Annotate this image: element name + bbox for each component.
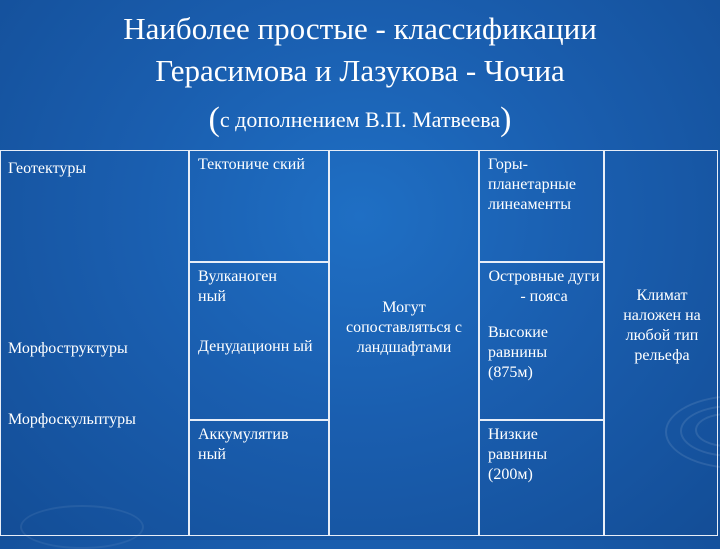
cell-volcanic-text: Вулканоген ный bbox=[198, 268, 277, 305]
cell-tectonic-text: Тектониче ский bbox=[198, 156, 305, 173]
cell-morphostructures: Морфоструктуры bbox=[8, 340, 128, 357]
table-cell-tectonic bbox=[189, 150, 329, 262]
cell-morphosculptures: Морфоскульптуры bbox=[8, 411, 136, 428]
table-cell-accumulative bbox=[189, 420, 329, 536]
cell-high-plains-text: Высокие равнины (875м) bbox=[488, 324, 548, 381]
subtitle-open-paren: ( bbox=[208, 101, 220, 138]
table-cell-mountains bbox=[479, 150, 604, 262]
table-cell-volcanic bbox=[189, 262, 329, 420]
slide-subtitle bbox=[0, 100, 720, 140]
cell-climate: Климат наложен на любой тип рельефа bbox=[623, 287, 701, 364]
cell-can-compare: Могут сопоставляться с ландшафтами bbox=[346, 299, 462, 356]
slide-title-line1: Наиболее простые - классификации bbox=[123, 11, 597, 46]
table-cell-arcs bbox=[479, 262, 604, 420]
cell-mountains-text: Горы- планетарные линеаменты bbox=[488, 156, 577, 213]
cell-accumulative-text: Аккумулятив ный bbox=[198, 426, 289, 463]
cell-arcs-text: Островные дуги - пояса bbox=[488, 268, 600, 305]
subtitle-text: с дополнением В.П. Матвеева bbox=[219, 107, 501, 132]
slide-title-line2: Герасимова и Лазукова - Чочиа bbox=[155, 53, 565, 88]
cell-denudation-text: Денудационн ый bbox=[198, 338, 313, 355]
subtitle-close-paren: ) bbox=[500, 101, 512, 138]
table-cell-low-plains bbox=[479, 420, 604, 536]
cell-geotectures: Геотектуры bbox=[8, 160, 87, 177]
cell-low-plains-text: Низкие равнины (200м) bbox=[488, 426, 548, 483]
